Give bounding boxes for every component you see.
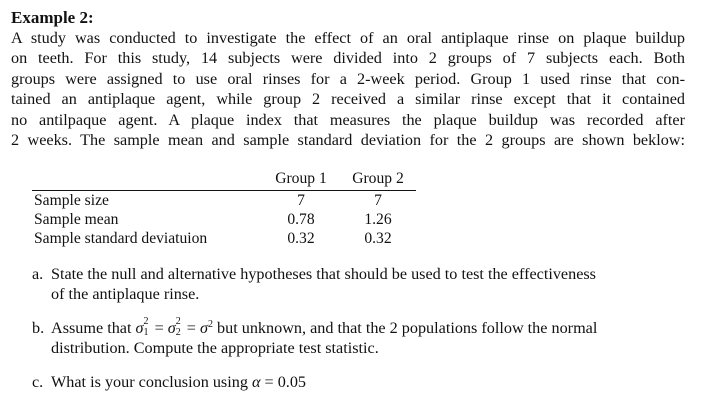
group-1-value: 0.78: [287, 211, 315, 228]
header-group-2: Group 2: [340, 168, 416, 191]
group-2-value: 7: [374, 192, 382, 209]
sigma-symbol: σ: [167, 318, 176, 337]
question-marker: c.: [32, 372, 44, 391]
equals-sign: =: [150, 318, 168, 337]
row-label: Sample size: [34, 192, 109, 209]
group-2-value: 1.26: [364, 211, 392, 228]
exponent: 2: [175, 315, 181, 327]
sigma-symbol: σ: [135, 318, 144, 337]
superscript-subscript: [143, 315, 151, 338]
exponent: 2: [143, 315, 149, 327]
statistics-table: [32, 168, 416, 248]
statistics-table-container: [32, 168, 416, 248]
statement-line: tained an antiplaque agent, while group 2 received a similar rinse except that it contained: [11, 90, 685, 109]
statement-line: no antilpaque agent. A plaque index that measures the plaque buildup was recorded after: [11, 110, 685, 129]
subscript: 1: [143, 326, 149, 338]
question-text: What is your conclusion using: [51, 372, 252, 391]
question-marker: b.: [32, 318, 45, 337]
row-label: Sample standard deviatuion: [34, 230, 208, 247]
question-text: Assume that: [51, 318, 136, 337]
question-text: = 0.05: [260, 372, 307, 391]
table-header-row: [32, 168, 416, 191]
question-b: [32, 315, 682, 359]
table-row: [32, 229, 416, 248]
header-group-1: Group 1: [262, 168, 340, 191]
question-text-line: [51, 372, 682, 392]
question-text-line: of the antiplaque rinse.: [51, 285, 200, 304]
question-text-line: [51, 315, 682, 338]
group-1-value: 0.32: [287, 230, 315, 247]
sigma-symbol: σ: [199, 318, 208, 337]
group-1-value: 7: [297, 192, 305, 209]
row-label: Sample mean: [34, 211, 119, 228]
statement-line: on teeth. For this study, 14 subjects were divided into 2 groups of 7 subjects each. Both: [11, 49, 685, 68]
equals-sign: =: [182, 318, 200, 337]
question-text: but unknown, and that the 2 populations follow the normal: [212, 318, 598, 337]
document-page: [11, 8, 685, 150]
question-list: [32, 264, 682, 405]
alpha-symbol: α: [251, 372, 261, 391]
question-marker: a.: [32, 265, 44, 283]
problem-statement: [11, 28, 685, 150]
question-text-line: distribution. Compute the appropriate test statistic.: [51, 339, 379, 358]
question-c: [32, 372, 682, 392]
statement-line: groups were assigned to use oral rinses for a 2-week period. Group 1 used rinse that con-: [11, 69, 685, 88]
superscript-subscript: [175, 315, 183, 338]
example-title: Example 2:: [11, 8, 94, 27]
exponent: 2: [207, 318, 213, 330]
statement-line: 2 weeks. The sample mean and sample standard deviation for the 2 groups are shown beklow:: [11, 130, 685, 149]
header-empty: [32, 168, 262, 191]
subscript: 2: [175, 326, 181, 338]
question-text-line: State the null and alternative hypotheses that should be used to test the effectiveness: [51, 265, 596, 283]
table-row: [32, 191, 416, 211]
question-a: [32, 264, 682, 305]
statement-line: A study was conducted to investigate the effect of an oral antiplaque rinse on plaque buildup: [11, 29, 685, 47]
group-2-value: 0.32: [364, 230, 392, 247]
table-row: [32, 210, 416, 229]
